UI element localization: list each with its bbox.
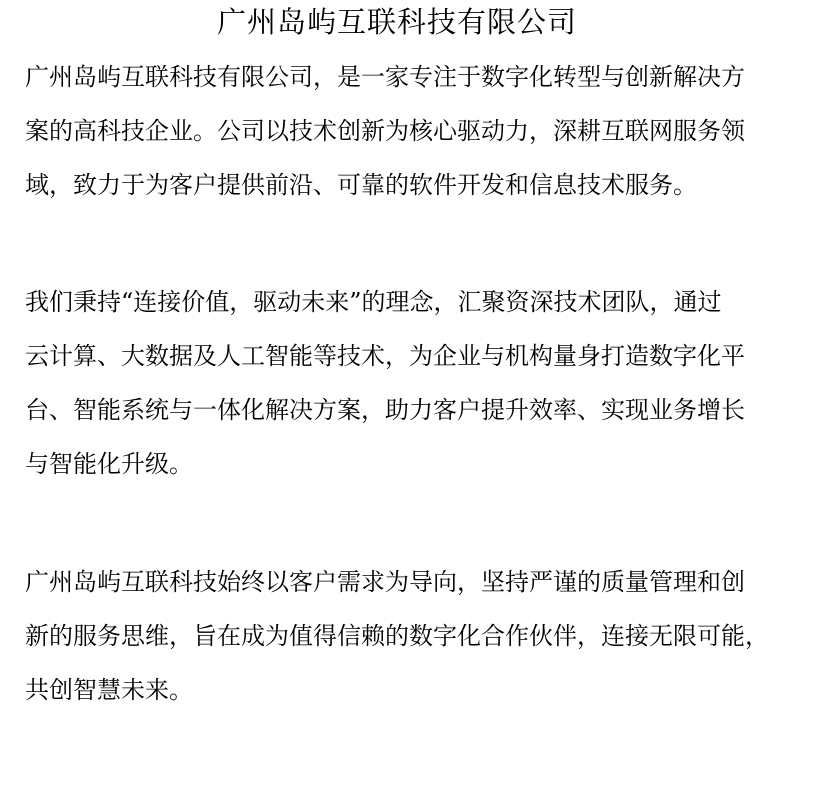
paragraph-line: 与智能化升级。 <box>25 450 193 478</box>
paragraph-philosophy <box>25 275 825 491</box>
paragraph-line: 广州岛屿互联科技有限公司，是一家专注于数字化转型与创新解决方 <box>25 63 745 91</box>
paragraph-line: 共创智慧未来。 <box>25 676 193 704</box>
paragraph-line: 台、智能系统与一体化解决方案，助力客户提升效率、实现业务增长 <box>25 396 745 424</box>
paragraph-line: 域，致力于为客户提供前沿、可靠的软件开发和信息技术服务。 <box>25 171 697 199</box>
document-title: 广州岛屿互联科技有限公司 <box>216 5 577 39</box>
paragraph-line: 案的高科技企业。公司以技术创新为核心驱动力，深耕互联网服务领 <box>25 117 745 145</box>
paragraph-intro <box>25 50 825 212</box>
paragraph-commitment <box>25 555 825 717</box>
paragraph-line: 云计算、大数据及人工智能等技术，为企业与机构量身打造数字化平 <box>25 342 745 370</box>
paragraph-line: 我们秉持“连接价值，驱动未来”的理念，汇聚资深技术团队，通过 <box>25 288 722 316</box>
paragraph-line: 新的服务思维，旨在成为值得信赖的数字化合作伙伴，连接无限可能， <box>25 622 769 650</box>
paragraph-line: 广州岛屿互联科技始终以客户需求为导向，坚持严谨的质量管理和创 <box>25 568 745 596</box>
